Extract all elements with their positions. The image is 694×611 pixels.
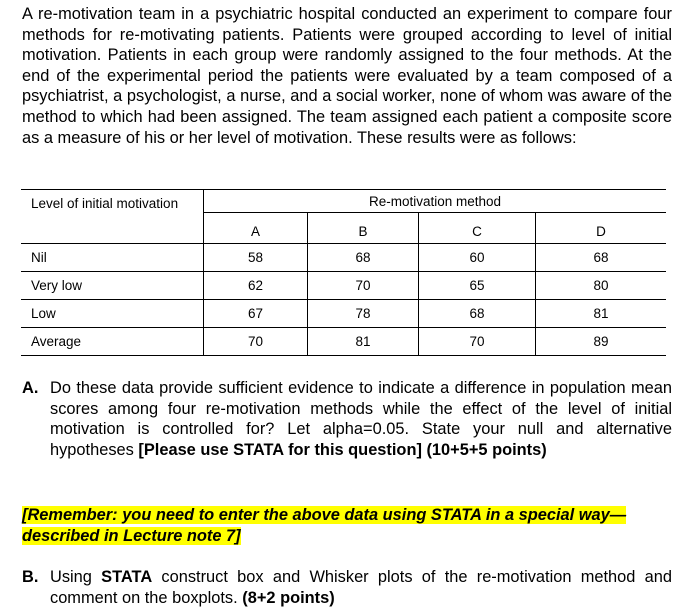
question-b	[22, 567, 672, 608]
reminder-highlight: [Remember: you need to enter the above data using STATA in a special way—described in Lecture note 7]	[22, 506, 627, 545]
row-label: Very low	[21, 272, 204, 300]
table-cell: 67	[204, 300, 308, 328]
row-label: Low	[21, 300, 204, 328]
question-b-text-1: Using	[50, 568, 102, 586]
row-label: Nil	[21, 244, 204, 272]
question-a-letter: A.	[22, 379, 39, 397]
column-header-c: C	[419, 213, 536, 244]
table-row	[21, 300, 666, 328]
table-cell: 68	[419, 300, 536, 328]
table-cell: 70	[419, 328, 536, 356]
question-b-points: (8+2 points)	[242, 588, 335, 607]
column-header-a: A	[204, 213, 308, 244]
table-cell: 78	[308, 300, 419, 328]
row-label: Average	[21, 328, 204, 356]
table-cell: 68	[308, 244, 419, 272]
table-row	[21, 244, 666, 272]
column-header-d: D	[596, 224, 606, 239]
table-cell: 89	[536, 328, 667, 356]
table-cell: 70	[204, 328, 308, 356]
table-cell: 80	[536, 272, 667, 300]
table-cell: 65	[419, 272, 536, 300]
table-cell: 70	[308, 272, 419, 300]
table-cell: 81	[536, 300, 667, 328]
table-cell: 68	[536, 244, 667, 272]
question-b-stata: STATA	[101, 568, 153, 586]
group-header: Re-motivation method	[204, 190, 667, 213]
problem-intro: A re-motivation team in a psychiatric hospital conducted an experiment to compare four methods for re-motivating patients. Patients were grouped according to level of initial motivation. Patients in each group were randomly assigned to the four methods. At the end of the experimental period the patients were evaluated by a team composed of a psychiatrist, a psychologist, a nurse, and a social worker, none of whom was aware of the method to which had been assigned. The team assigned each patient a composite score as a measure of his or her level of motivation. These results were as follows:	[22, 5, 672, 147]
question-b-body	[50, 567, 672, 608]
column-header-b: B	[308, 213, 419, 244]
data-table	[21, 189, 666, 356]
table-row	[21, 328, 666, 356]
question-a-text: Do these data provide sufficient evidence to indicate a difference in population mean scores among four re-motivation methods while the effect of the level of initial motivation is controlled for? Let alpha=0.05. State your null and alternative hypotheses	[50, 379, 672, 459]
question-a	[22, 378, 672, 460]
table-cell: 62	[204, 272, 308, 300]
question-a-body	[50, 378, 672, 460]
question-b-letter: B.	[22, 568, 39, 586]
row-header: Level of initial motivation	[21, 190, 204, 244]
question-b-text-2: construct box and Whisker plots of the re-motivation method and comment on the boxplots.	[50, 568, 672, 607]
question-a-instruction: [Please use STATA for this question] (10+5+5 points)	[138, 440, 547, 459]
table-row	[21, 272, 666, 300]
table-cell: 58	[204, 244, 308, 272]
table-cell: 60	[419, 244, 536, 272]
reminder-note	[22, 505, 672, 546]
table-cell: 81	[308, 328, 419, 356]
